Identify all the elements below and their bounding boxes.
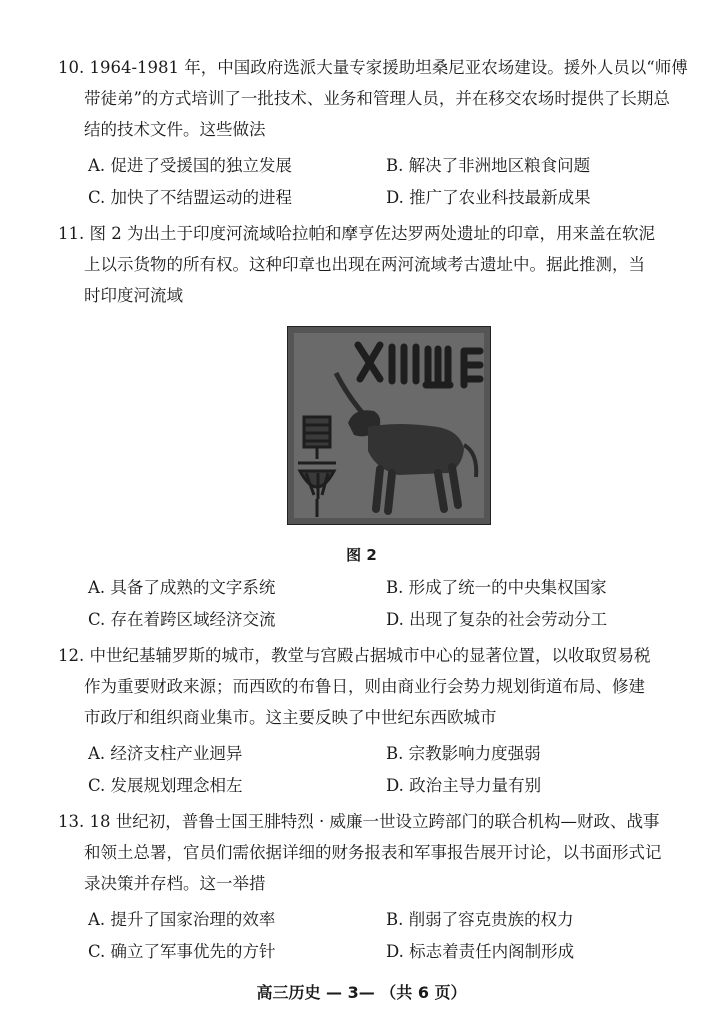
question-11 <box>58 218 698 311</box>
question-11-option-a[interactable]: A. 具备了成熟的文字系统 <box>88 578 276 597</box>
question-10-options <box>88 150 698 214</box>
indus-seal-unicorn-icon <box>288 327 490 524</box>
question-13-line-2: 和领土总署，官员们需依据详细的财务报表和军事报告展开讨论，以书面形式记 <box>84 843 662 862</box>
question-10-line-1: 10. 1964-1981 年，中国政府选派大量专家援助坦桑尼亚农场建设。援外人员以“师傅 <box>58 58 688 77</box>
question-12-options <box>88 738 698 802</box>
question-13-line-3: 录决策并存档。这一举措 <box>84 874 266 893</box>
question-13-options <box>88 904 698 968</box>
question-13-option-a[interactable]: A. 提升了国家治理的效率 <box>88 910 276 929</box>
question-13-option-b[interactable]: B. 削弱了容克贵族的权力 <box>386 910 574 929</box>
question-11-line-1: 11. 图 2 为出土于印度河流域哈拉帕和摩亨佐达罗两处遗址的印章，用来盖在软泥 <box>58 224 655 243</box>
page-footer: 高三历史 — 3— （共 6 页） <box>256 983 467 1002</box>
question-13-line-1: 13. 18 世纪初，普鲁士国王腓特烈 · 威廉一世设立跨部门的联合机构—财政、战事 <box>58 812 660 831</box>
question-12-option-d[interactable]: D. 政治主导力量有别 <box>386 776 542 795</box>
question-12-option-b[interactable]: B. 宗教影响力度强弱 <box>386 744 541 763</box>
question-11-option-c[interactable]: C. 存在着跨区域经济交流 <box>88 610 276 629</box>
indus-seal-image <box>287 326 491 525</box>
question-11-line-3: 时印度河流域 <box>84 286 183 305</box>
question-12 <box>58 640 698 733</box>
question-11-option-d[interactable]: D. 出现了复杂的社会劳动分工 <box>386 610 608 629</box>
question-11-line-2: 上以示货物的所有权。这种印章也出现在两河流域考古遗址中。据此推测，当 <box>84 255 645 274</box>
question-13-option-c[interactable]: C. 确立了军事优先的方针 <box>88 942 276 961</box>
question-12-line-3: 市政厅和组织商业集市。这主要反映了中世纪东西欧城市 <box>84 708 497 727</box>
question-12-option-c[interactable]: C. 发展规划理念相左 <box>88 776 243 795</box>
question-10-option-a[interactable]: A. 促进了受援国的独立发展 <box>88 156 292 175</box>
question-10-option-b[interactable]: B. 解决了非洲地区粮食问题 <box>386 156 591 175</box>
question-10 <box>58 52 698 145</box>
question-10-option-c[interactable]: C. 加快了不结盟运动的进程 <box>88 188 293 207</box>
question-12-line-1: 12. 中世纪基辅罗斯的城市，教堂与宫殿占据城市中心的显著位置，以收取贸易税 <box>58 646 651 665</box>
question-10-line-3: 结的技术文件。这些做法 <box>84 120 266 139</box>
question-11-option-b[interactable]: B. 形成了统一的中央集权国家 <box>386 578 607 597</box>
question-12-line-2: 作为重要财政来源；而西欧的布鲁日，则由商业行会势力规划街道布局、修建 <box>84 677 645 696</box>
question-13-option-d[interactable]: D. 标志着责任内阁制形成 <box>386 942 575 961</box>
question-10-line-2: 带徒弟”的方式培训了一批技术、业务和管理人员，并在移交农场时提供了长期总 <box>84 89 670 108</box>
question-10-option-d[interactable]: D. 推广了农业科技最新成果 <box>386 188 591 207</box>
figure-2-caption: 图 2 <box>346 546 377 564</box>
question-13 <box>58 806 698 899</box>
question-11-options <box>88 572 698 636</box>
question-12-option-a[interactable]: A. 经济支柱产业迥异 <box>88 744 243 763</box>
